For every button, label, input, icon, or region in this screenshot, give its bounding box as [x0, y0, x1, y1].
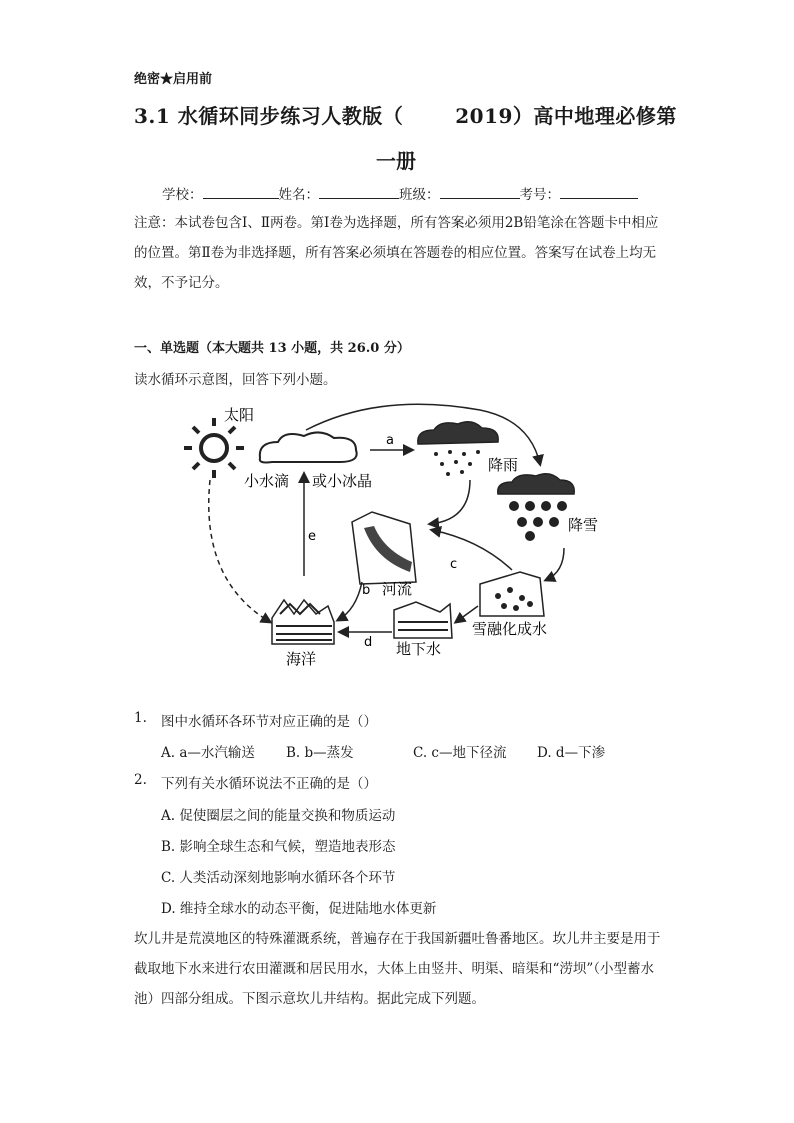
- page-title-line2: 一册: [376, 149, 416, 173]
- question-2-option-c[interactable]: C. 人类活动深刻地影响水循环各个环节: [161, 870, 396, 886]
- sun-label: 太阳: [224, 406, 255, 424]
- section-heading: 一、单选题（本大题共 13 小题，共 26.0 分）: [134, 341, 410, 356]
- passage-paragraph: 坎儿井是荒漠地区的特殊灌溉系统，普遍存在于我国新疆吐鲁番地区。坎儿井主要是用于截取地下水来进行农田灌溉和居民用水，大体上由竖井、明渠、暗渠和“涝坝”（小型蓄水池）四部分组成。下图示意坎儿井结构。据此完成下列题。: [134, 931, 661, 1007]
- question-2-option-a[interactable]: A. 促使圈层之间的能量交换和物质运动: [161, 808, 396, 824]
- river-label: 河流: [382, 580, 413, 598]
- question-1-text: 图中水循环各环节对应正确的是（）: [161, 714, 377, 730]
- ice-label: 或小冰晶: [312, 472, 373, 490]
- notice-paragraph: 注意：本试卷包含Ⅰ、Ⅱ两卷。第Ⅰ卷为选择题，所有答案必须用2B铅笔涂在答题卡中相应的位置。第Ⅱ卷为非选择题，所有答案必须填在答题卷的相应位置。答案写在试卷上均无效，不予记分。: [134, 215, 659, 291]
- cloud-icon: [260, 432, 357, 462]
- groundwater-label: 地下水: [396, 640, 442, 658]
- label-e: e: [308, 529, 316, 544]
- exam-no-blank[interactable]: [560, 186, 638, 199]
- label-a: a: [386, 433, 394, 448]
- section-intro: 读水循环示意图，回答下列小题。: [134, 372, 337, 388]
- snow-cloud-icon: [498, 474, 574, 541]
- class-label: 班级：: [399, 187, 440, 203]
- school-label: 学校：: [162, 187, 203, 203]
- groundwater-icon: [394, 602, 452, 638]
- exam-no-label: 考号：: [519, 187, 560, 203]
- snow-label: 降雪: [568, 516, 599, 534]
- question-2-text: 下列有关水循环说法不正确的是（）: [161, 776, 377, 792]
- ocean-icon: [272, 600, 334, 644]
- question-2-option-b[interactable]: B. 影响全球生态和气候，塑造地表形态: [161, 839, 396, 855]
- snowmelt-icon: [480, 572, 544, 616]
- question-2-number: 2.: [134, 772, 147, 788]
- sun-icon: [184, 418, 244, 478]
- question-1-option-b[interactable]: B. b—蒸发: [286, 745, 354, 761]
- question-1-option-d[interactable]: D. d—下渗: [537, 745, 606, 761]
- water-cycle-diagram: [180, 400, 600, 680]
- student-info-row: [162, 183, 638, 203]
- rain-cloud-icon: [418, 422, 498, 476]
- school-blank[interactable]: [203, 186, 279, 199]
- droplets-label: 小水滴: [244, 472, 290, 490]
- title-right: 2019）高中地理必修第: [455, 104, 677, 128]
- class-blank[interactable]: [440, 186, 520, 199]
- rain-label: 降雨: [488, 456, 519, 474]
- name-label: 姓名：: [278, 187, 319, 203]
- river-icon: [352, 512, 416, 584]
- question-2-option-d[interactable]: D. 维持全球水的动态平衡，促进陆地水体更新: [161, 901, 437, 917]
- label-c: c: [450, 557, 458, 572]
- snowmelt-label: 雪融化成水: [472, 620, 548, 638]
- title-left: 3.1 水循环同步练习人教版（: [134, 104, 404, 128]
- question-1-option-a[interactable]: A. a—水汽输送: [161, 745, 255, 761]
- ocean-label: 海洋: [286, 650, 317, 668]
- question-1-number: 1.: [134, 710, 147, 726]
- label-d: d: [364, 635, 373, 650]
- question-1-option-c[interactable]: C. c—地下径流: [413, 745, 507, 761]
- secret-label: 绝密★启用前: [134, 72, 213, 87]
- page-title: [134, 100, 677, 129]
- label-b: b: [362, 583, 371, 598]
- name-blank[interactable]: [319, 186, 399, 199]
